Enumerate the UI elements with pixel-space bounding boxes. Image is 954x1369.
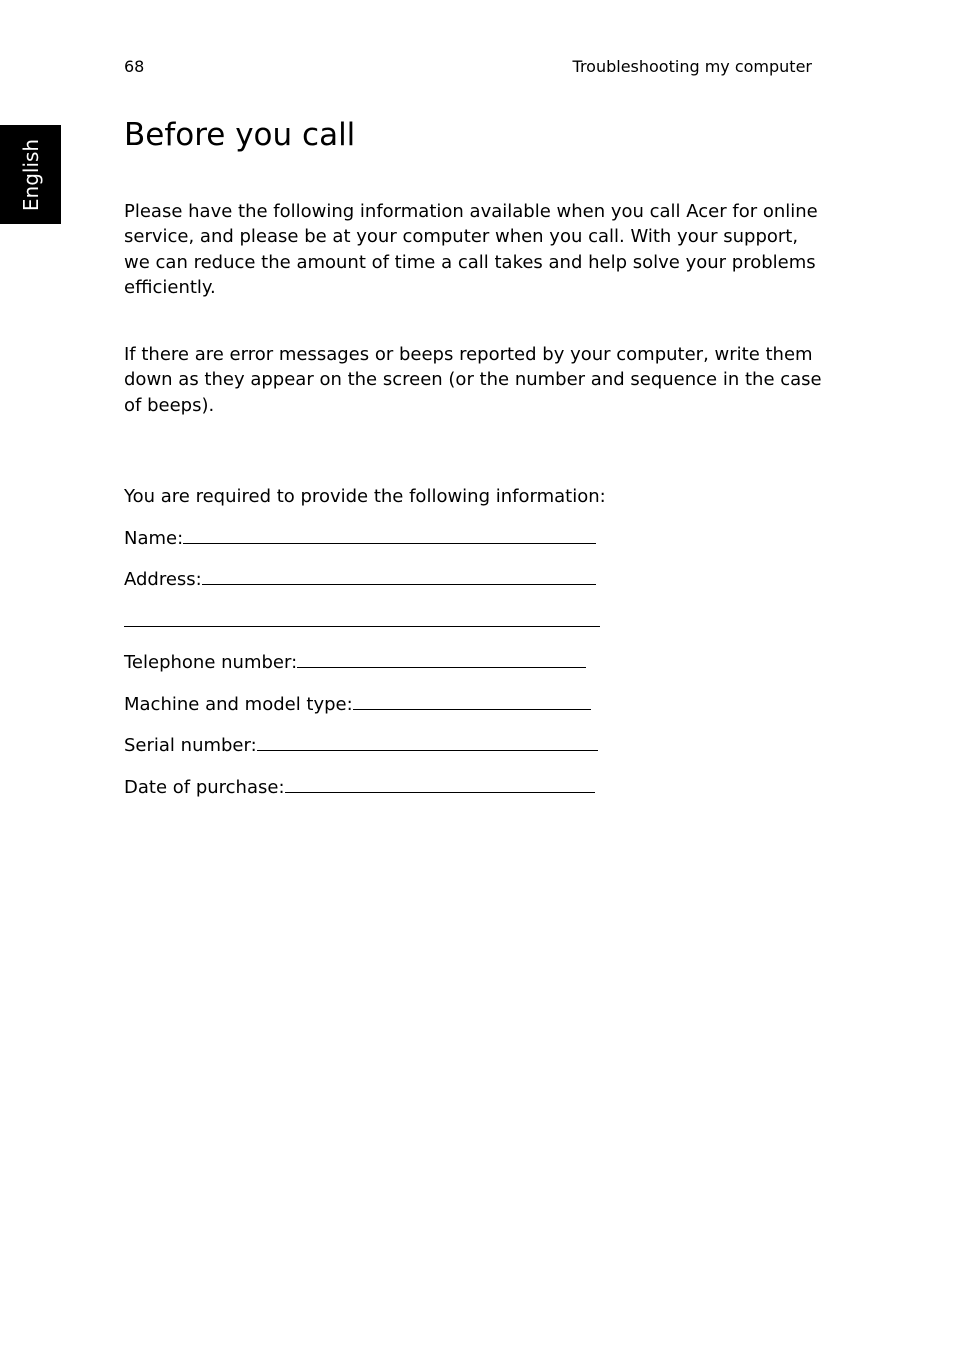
page-number: 68 — [124, 57, 145, 76]
intro-paragraph: Please have the following information available when you call Acer for online service, and please be at your computer when you call. With your support, we can reduce the amount of time a call takes and help solve your problems efficiently. — [124, 201, 818, 298]
language-tab-label: English — [18, 138, 43, 211]
date-of-purchase-field-label: Date of purchase: — [124, 777, 285, 798]
error-messages-paragraph: If there are error messages or beeps reported by your computer, write them down as they appear on the screen (or the number and sequence in the case of beeps). — [124, 344, 822, 416]
machine-model-field — [124, 692, 591, 717]
name-field — [124, 526, 596, 551]
required-info-paragraph: You are required to provide the following information: — [124, 486, 606, 507]
machine-model-field-blank — [353, 695, 591, 710]
address-continuation-blank — [124, 612, 600, 627]
serial-number-field — [124, 733, 598, 758]
address-field-label: Address: — [124, 569, 202, 590]
serial-number-field-label: Serial number: — [124, 735, 257, 756]
telephone-field — [124, 650, 586, 675]
address-field — [124, 567, 596, 592]
language-tab — [0, 125, 61, 224]
date-of-purchase-field-blank — [285, 778, 595, 793]
telephone-field-label: Telephone number: — [124, 652, 298, 673]
telephone-field-blank — [297, 653, 586, 668]
name-field-blank — [183, 529, 596, 544]
date-of-purchase-field — [124, 775, 595, 800]
name-field-label: Name: — [124, 528, 184, 549]
address-field-blank — [202, 570, 596, 585]
address-continuation-field — [124, 609, 600, 634]
machine-model-field-label: Machine and model type: — [124, 694, 353, 715]
running-header: Troubleshooting my computer — [572, 57, 812, 76]
page-title: Before you call — [124, 117, 356, 153]
serial-number-field-blank — [257, 736, 598, 751]
